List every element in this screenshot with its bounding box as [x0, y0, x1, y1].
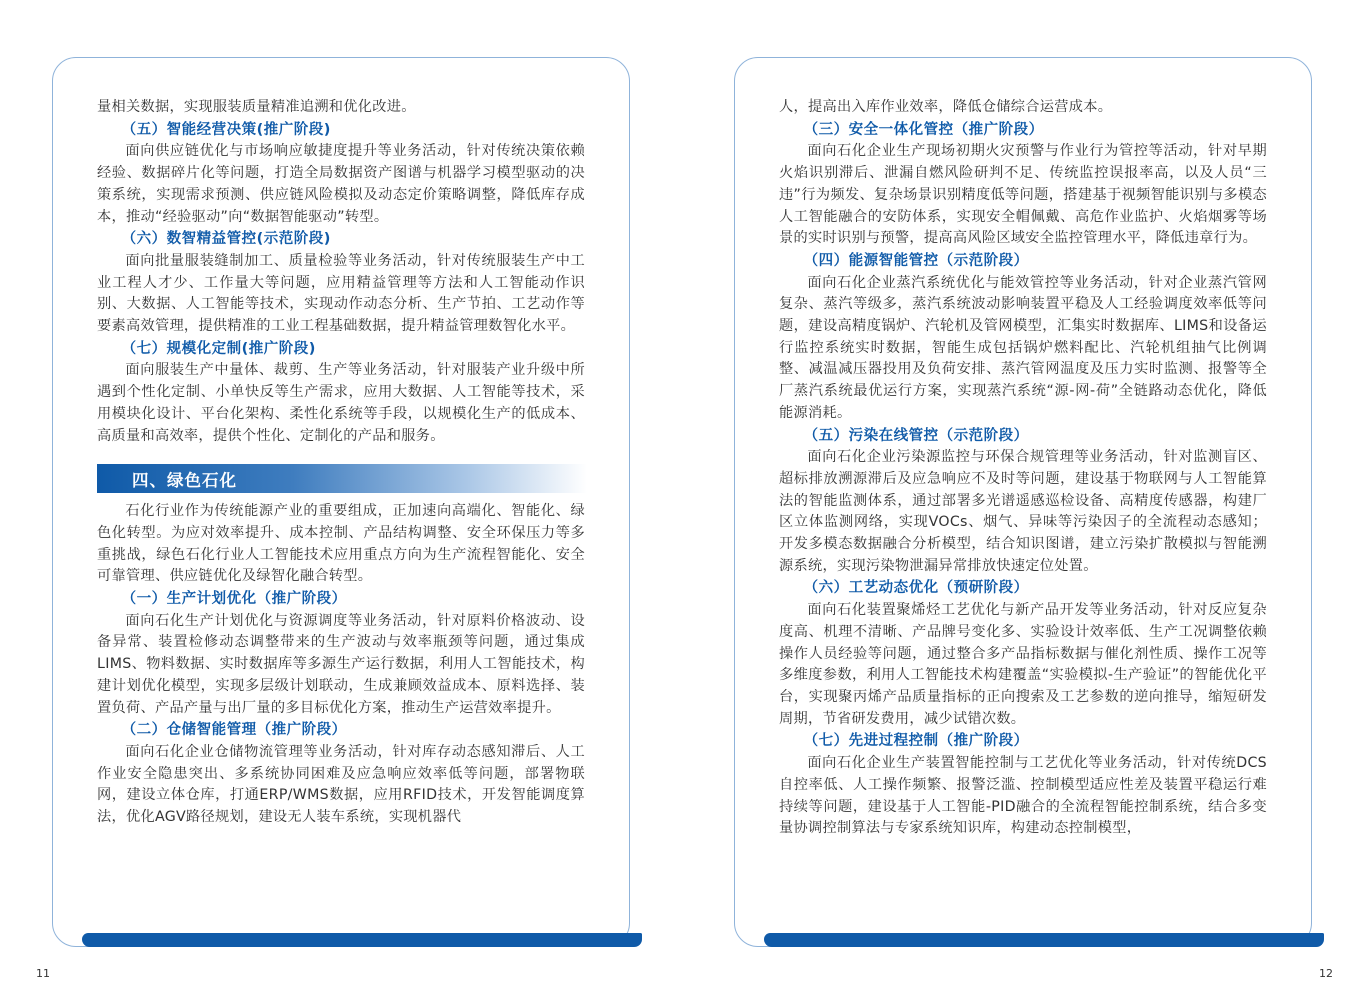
- body-paragraph: 面向石化企业污染源监控与环保合规管理等业务活动，针对监测盲区、超标排放溯源滞后及应急响应不及时等问题，建设基于物联网与人工智能算法的智能监测体系，通过部署多光谱遥感巡检设备、高精度传感器，构建厂区立体监测网络，实现VOCs、烟气、异味等污染因子的全流程动态感知；开发多模态数据融合分析模型，结合知识图谱，建立污染扩散模拟与智能溯源系统，实现污染物泄漏异常排放快速定位处置。: [779, 449, 1267, 574]
- left-page-content: [97, 97, 585, 829]
- subsection-heading: （七）规模化定制(推广阶段): [121, 340, 316, 357]
- subsection-heading: （五）智能经营决策(推广阶段): [121, 121, 331, 138]
- page-number-right: 12: [1319, 967, 1333, 980]
- body-paragraph: 量相关数据，实现服装质量精准追溯和优化改进。: [97, 99, 416, 115]
- body-paragraph: 人，提高出入库作业效率，降低仓储综合运营成本。: [779, 99, 1113, 115]
- subsection-heading: （五）污染在线管控（示范阶段）: [803, 427, 1029, 444]
- subsection-heading: （七）先进过程控制（推广阶段）: [803, 733, 1029, 750]
- subsection-heading: （四）能源智能管控（示范阶段）: [803, 252, 1029, 269]
- subsection-heading: （二）仓储智能管理（推广阶段）: [121, 722, 347, 739]
- body-paragraph: 面向批量服装缝制加工、质量检验等业务活动，针对传统服装生产中工业工程人才少、工作量大等问题，应用精益管理等方法和人工智能动作识别、大数据、人工智能等技术，实现动作动态分析、生产节拍、工艺动作等要素高效管理，提供精准的工业工程基础数据，提升精益管理数智化水平。: [97, 252, 585, 335]
- body-paragraph: 面向石化企业仓储物流管理等业务活动，针对库存动态感知滞后、人工作业安全隐患突出、多系统协同困难及应急响应效率低等问题，部署物联网，建设立体仓库，打通ERP/WMS数据，应用RFID技术，开发智能调度算法，优化AGV路径规划，建设无人装车系统，实现机器代: [97, 743, 585, 826]
- right-page-content: [779, 97, 1267, 840]
- left-page-footer-bar: [82, 933, 642, 947]
- body-paragraph: 面向石化装置聚烯烃工艺优化与新产品开发等业务活动，针对反应复杂度高、机理不清晰、产品牌号变化多、实验设计效率低、生产工况调整依赖操作人员经验等问题，通过整合多产品指标数据与催化剂性质、操作工况等多维度参数，利用人工智能技术构建覆盖“实验模拟-生产验证”的智能优化平台，实现聚丙烯产品质量指标的正向搜索及工艺参数的逆向推导，缩短研发周期，节省研发费用，减少试错次数。: [779, 602, 1267, 727]
- subsection-heading: （六）工艺动态优化（预研阶段）: [803, 580, 1029, 597]
- body-paragraph: 面向供应链优化与市场响应敏捷度提升等业务活动，针对传统决策依赖经验、数据碎片化等问题，打造全局数据资产图谱与机器学习模型驱动的决策系统，实现需求预测、供应链风险模拟及动态定价策略调整，降低库存成本，推动“经验驱动”向“数据智能驱动”转型。: [97, 143, 585, 225]
- subsection-heading: （一）生产计划优化（推广阶段）: [121, 591, 347, 608]
- right-page-footer-bar: [764, 933, 1324, 947]
- body-paragraph: 面向服装生产中量体、裁剪、生产等业务活动，针对服装产业升级中所遇到个性化定制、小单快反等生产需求，应用大数据、人工智能等技术，采用模块化设计、平台化架构、柔性化系统等手段，以规模化生产的低成本、高质量和高效率，提供个性化、定制化的产品和服务。: [97, 362, 585, 444]
- body-paragraph: 面向石化企业生产装置智能控制与工艺优化等业务活动，针对传统DCS自控率低、人工操作频繁、报警泛滥、控制模型适应性差及装置平稳运行难持续等问题，建设基于人工智能-PID融合的全流程智能控制系统，结合多变量协调控制算法与专家系统知识库，构建动态控制模型，: [779, 755, 1267, 837]
- subsection-heading: （三）安全一体化管控（推广阶段）: [803, 121, 1044, 138]
- subsection-heading: （六）数智精益管控(示范阶段): [121, 231, 331, 248]
- body-paragraph: 石化行业作为传统能源产业的重要组成，正加速向高端化、智能化、绿色化转型。为应对效率提升、成本控制、产品结构调整、安全环保压力等多重挑战，绿色石化行业人工智能技术应用重点方向为生产流程智能化、安全可靠管理、供应链优化及绿智化融合转型。: [97, 503, 585, 585]
- body-paragraph: 面向石化企业生产现场初期火灾预警与作业行为管控等活动，针对早期火焰识别滞后、泄漏自燃风险研判不足、传统监控误报率高，以及人员“三违”行为频发、复杂场景识别精度低等问题，搭建基于视频智能识别与多模态人工智能融合的安防体系，实现安全帽佩戴、高危作业监护、火焰烟雾等场景的实时识别与预警，提高高风险区域安全监控管理水平，降低违章行为。: [779, 143, 1267, 247]
- body-paragraph: 面向石化企业蒸汽系统优化与能效管控等业务活动，针对企业蒸汽管网复杂、蒸汽等级多，蒸汽系统波动影响装置平稳及人工经验调度效率低等问题，建设高精度锅炉、汽轮机及管网模型，汇集实时数据库、LIMS和设备运行监控系统实时数据，智能生成包括锅炉燃料配比、汽轮机组抽气比例调整、减温减压器投用及负荷安排、蒸汽管网温度及压力实时监测、报警等全厂蒸汽系统最优运行方案，实现蒸汽系统“源-网-荷”全链路动态优化，降低能源消耗。: [779, 274, 1267, 421]
- section-heading: 四、绿色石化: [132, 471, 237, 491]
- page-number-left: 11: [36, 967, 50, 980]
- body-paragraph: 面向石化生产计划优化与资源调度等业务活动，针对原料价格波动、设备异常、装置检修动态调整带来的生产波动与效率瓶颈等问题，通过集成LIMS、物料数据、实时数据库等多源生产运行数据，利用人工智能技术，构建计划优化模型，实现多层级计划联动，生成兼顾效益成本、原料选择、装置负荷、产品产量与出厂量的多目标优化方案，推动生产运营效率提升。: [97, 612, 585, 716]
- section-heading-bar: [97, 464, 587, 493]
